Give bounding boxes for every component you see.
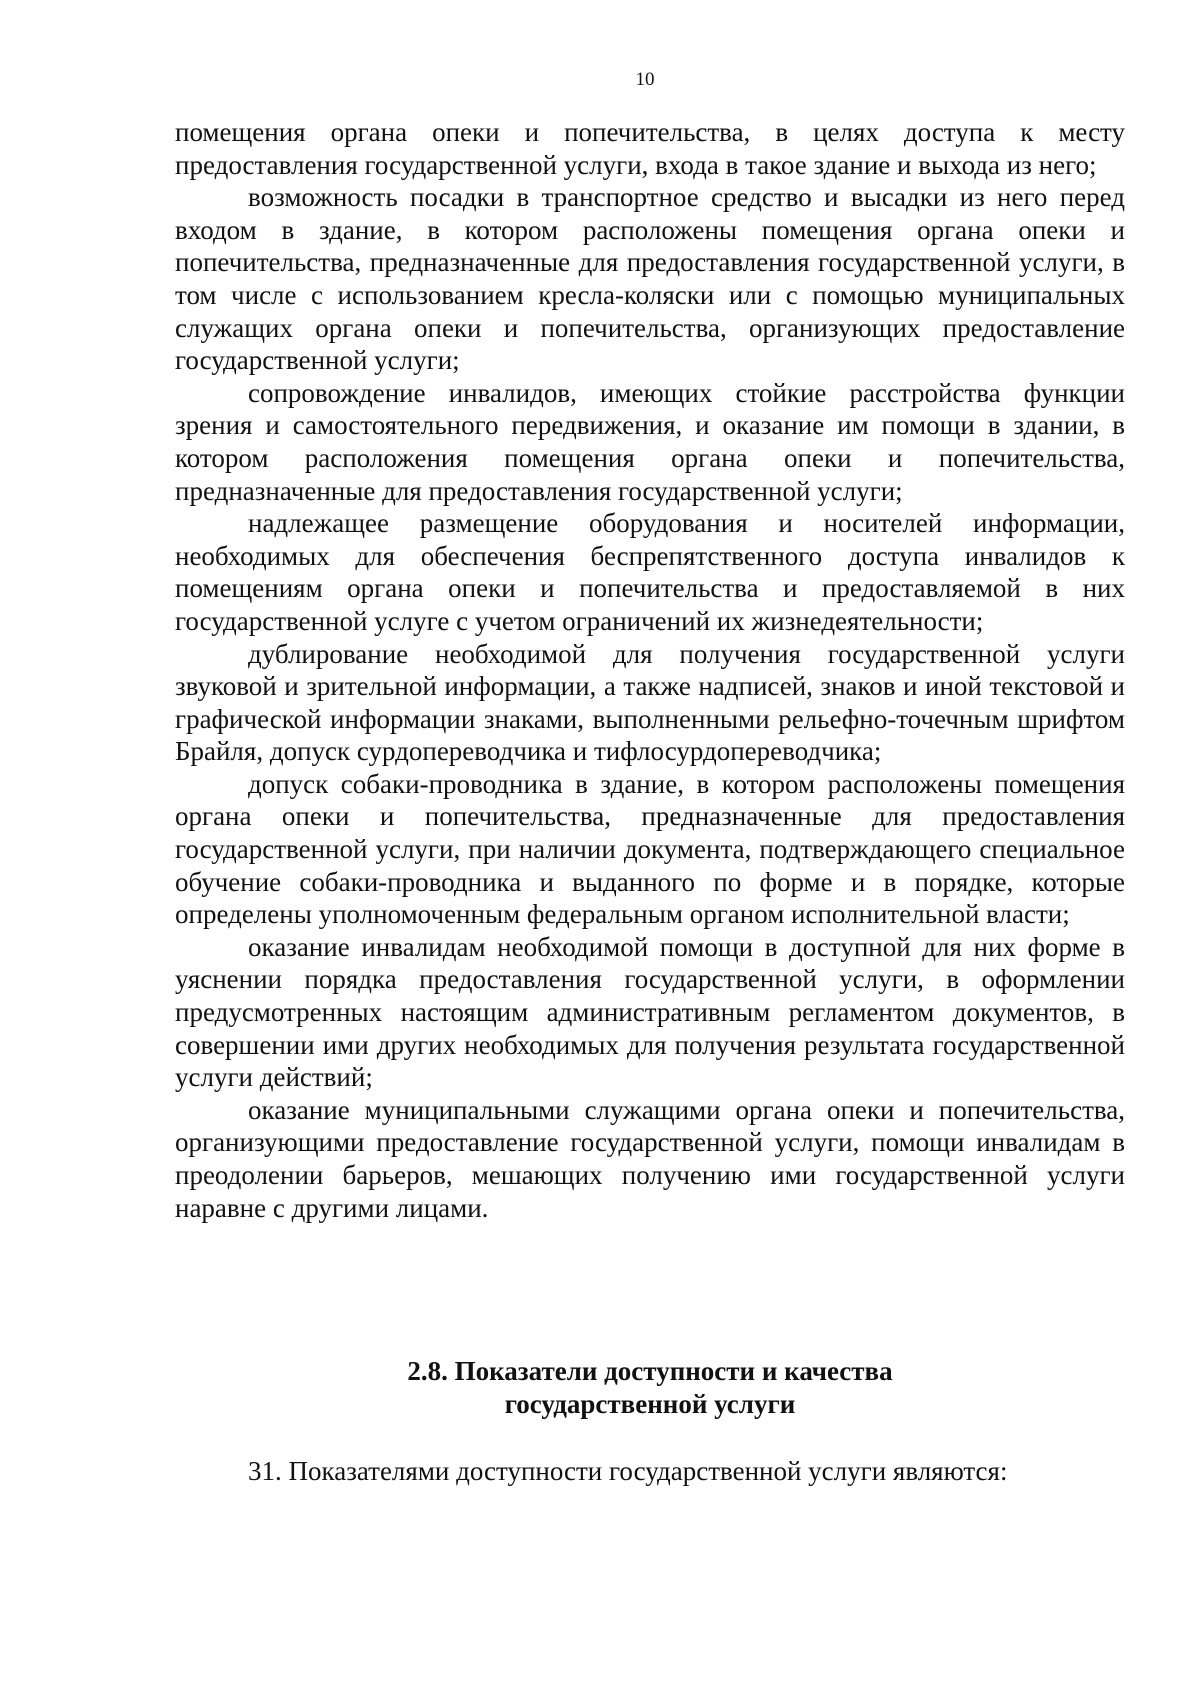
paragraph-duplication: дублирование необходимой для получения государственной услуги звуковой и зрительной информации, а также надписей, знаков и иной текстовой и графической информации знаками, выполненными рельефно-точечным шрифтом Брайля, допуск сурдопереводчика и тифлосурдопереводчика;	[175, 638, 1125, 767]
body-text	[175, 116, 1125, 1224]
section-heading-line-1: 2.8. Показатели доступности и качества	[407, 1356, 893, 1386]
paragraph-equipment: надлежащее размещение оборудования и носителей информации, необходимых для обеспечения беспрепятственного доступа инвалидов к помещениям органа опеки и попечительства и предоставляемой в них государственной услуге с учетом ограничений их жизнедеятельности;	[175, 508, 1125, 636]
paragraph-guide-dog: допуск собаки-проводника в здание, в котором расположены помещения органа опеки и попечительства, предназначенные для предоставления государственной услуги, при наличии документа, подтверждающего специальное обучение собаки-проводника и выданного по форме и в порядке, которые определены уполномоченным федеральным органом исполнительной власти;	[175, 768, 1125, 930]
paragraph-boarding: возможность посадки в транспортное средство и высадки из него перед входом в здание, в котором расположены помещения органа опеки и попечительства, предназначенные для предоставления государственной услуги, в том числе с использованием кресла-коляски или с помощью муниципальных служащих органа опеки и попечительства, организующих предоставление государственной услуги;	[175, 182, 1125, 376]
paragraph-assistance: оказание инвалидам необходимой помощи в доступной для них форме в уяснении порядка предоставления государственной услуги, в оформлении предусмотренных настоящим административным регламентом документов, в совершении ими других необходимых для получения результата государственной услуги действий;	[175, 931, 1125, 1093]
closing-line: 31. Показателями доступности государственной услуги являются:	[248, 1456, 1008, 1486]
page-number: 10	[635, 69, 655, 90]
paragraph-escort: сопровождение инвалидов, имеющих стойкие расстройства функции зрения и самостоятельного передвижения, и оказание им помощи в здании, в котором расположения помещения органа опеки и попечительства, предназначенные для предоставления государственной услуги;	[175, 377, 1125, 506]
section-heading	[175, 1355, 1125, 1421]
paragraph-continuation: помещения органа опеки и попечительства, в целях доступа к месту предоставления государственной услуги, входа в такое здание и выхода из него;	[175, 117, 1125, 180]
section-heading-line-2: государственной услуги	[504, 1389, 796, 1419]
paragraph-barriers: оказание муниципальными служащими органа опеки и попечительства, организующими предоставление государственной услуги, помощи инвалидам в преодолении барьеров, мешающих получению ими государственной услуги наравне с другими лицами.	[175, 1094, 1125, 1223]
